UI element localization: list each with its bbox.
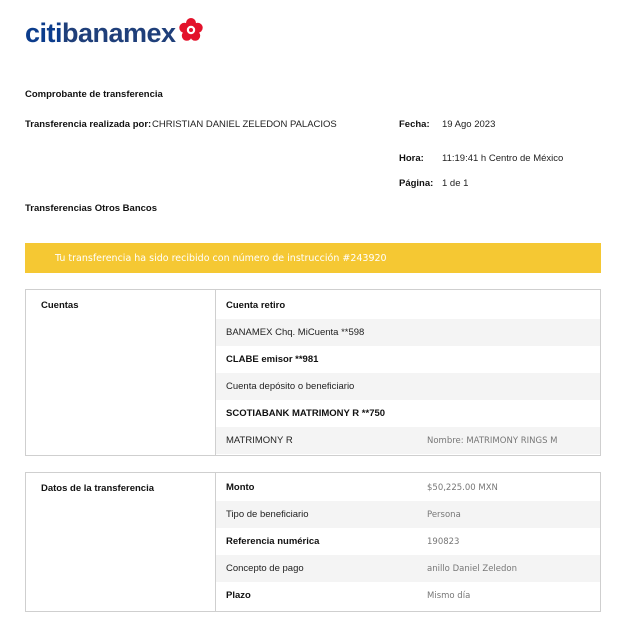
table-row [216, 292, 600, 319]
table-row [216, 501, 600, 528]
row-key: Cuenta retiro [226, 300, 286, 311]
pagina-value: 1 de 1 [442, 178, 469, 189]
section-title: Transferencias Otros Bancos [25, 203, 157, 214]
fecha-label: Fecha: [399, 119, 430, 130]
row-key: CLABE emisor **981 [226, 354, 319, 365]
row-key: MATRIMONY R [226, 435, 293, 446]
banamex-logo [25, 18, 204, 48]
fecha-value: 19 Ago 2023 [442, 119, 496, 130]
row-key: SCOTIABANK MATRIMONY R **750 [226, 408, 386, 419]
table-row [216, 373, 600, 400]
row-value: 190823 [427, 536, 460, 547]
row-key: Monto [226, 482, 255, 493]
table-row [216, 582, 600, 609]
table-row [216, 400, 600, 427]
banamex-flower-icon [178, 17, 204, 48]
hora-value: 11:19:41 h Centro de México [442, 153, 564, 164]
row-value: Mismo día [427, 590, 471, 601]
cuentas-label-cell [26, 290, 216, 455]
logo-wordmark: citibanamex [25, 18, 176, 48]
table-row [216, 528, 600, 555]
row-value: anillo Daniel Zeledon [427, 563, 518, 574]
row-key: Tipo de beneficiario [226, 509, 309, 520]
cuentas-box [25, 289, 601, 456]
table-row [216, 474, 600, 501]
hora-label: Hora: [399, 153, 424, 164]
confirmation-banner [25, 243, 601, 273]
row-key: Concepto de pago [226, 563, 304, 574]
table-row [216, 555, 600, 582]
confirmation-text: Tu transferencia ha sido recibido con número de instrucción #243920 [55, 252, 387, 264]
cuentas-title: Cuentas [41, 300, 79, 311]
row-value: Nombre: MATRIMONY RINGS M [427, 435, 558, 446]
table-row [216, 346, 600, 373]
row-key: Plazo [226, 590, 251, 601]
row-key: Referencia numérica [226, 536, 320, 547]
datos-label-cell [26, 473, 216, 611]
row-key: BANAMEX Chq. MiCuenta **598 [226, 327, 365, 338]
row-value: $50,225.00 MXN [427, 482, 498, 493]
made-by-value: CHRISTIAN DANIEL ZELEDON PALACIOS [152, 119, 337, 130]
document-title: Comprobante de transferencia [25, 89, 163, 100]
pagina-label: Página: [399, 178, 434, 189]
made-by-label: Transferencia realizada por: [25, 119, 152, 130]
table-row [216, 319, 600, 346]
table-row [216, 427, 600, 454]
row-value: Persona [427, 509, 461, 520]
transfer-data-box [25, 472, 601, 612]
row-key: Cuenta depósito o beneficiario [226, 381, 355, 392]
datos-title: Datos de la transferencia [41, 483, 154, 494]
